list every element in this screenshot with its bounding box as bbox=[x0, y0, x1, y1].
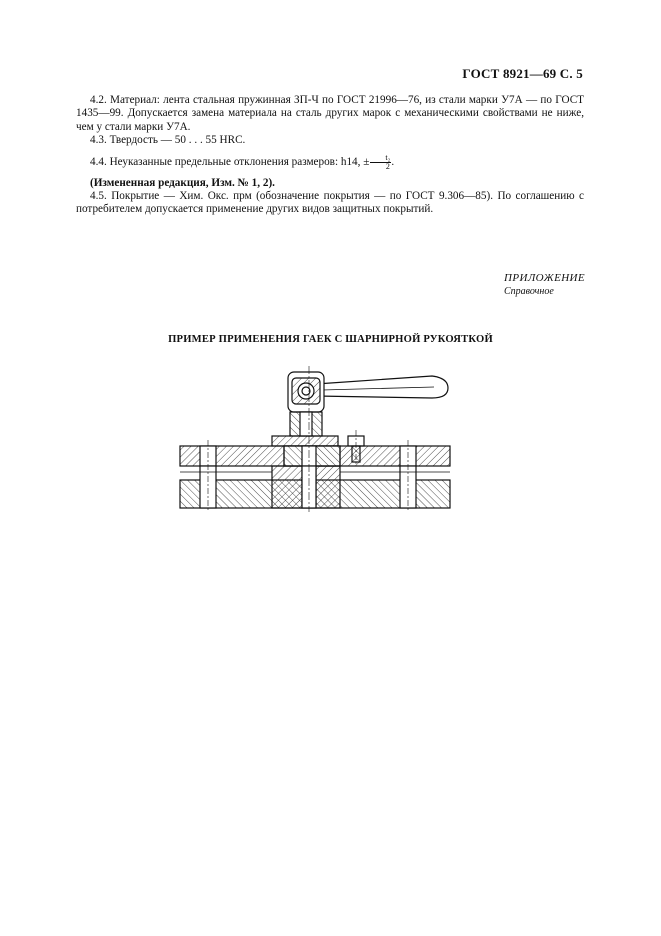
page-header: ГОСТ 8921—69 С. 5 bbox=[462, 66, 583, 81]
body-text bbox=[76, 94, 584, 217]
paragraph-4-5: 4.5. Покрытие — Хим. Окс. прм (обозначение покрытия — по ГОСТ 9.306—85). По соглашению с потребителем допускается применение других видов защитных покрытий. bbox=[76, 190, 584, 216]
tolerance-fraction bbox=[370, 154, 391, 171]
appendix-label bbox=[504, 272, 585, 298]
fraction-numerator: t₂ bbox=[370, 154, 391, 163]
fraction-denominator: 2 bbox=[385, 161, 390, 171]
paragraph-4-4-text: 4.4. Неуказанные предельные отклонения размеров: h14, ± bbox=[90, 155, 370, 168]
appendix-title: ПРИЛОЖЕНИЕ bbox=[504, 272, 585, 284]
paragraph-4-4-end: . bbox=[391, 155, 395, 168]
collar bbox=[272, 436, 338, 446]
paragraph-4-2: 4.2. Материал: лента стальная пружинная ЗП-Ч по ГОСТ 21996—76, из стали марки У7А — по ГОСТ 1435—99. Допускается замена материала на сталь других марок с механическими свойствами не ниже, чем у стали марки У7А. bbox=[76, 94, 584, 133]
appendix-subtitle: Справочное bbox=[504, 286, 554, 297]
paragraph-4-4 bbox=[76, 154, 584, 171]
assembly-drawing bbox=[172, 366, 458, 512]
figure-title: ПРИМЕР ПРИМЕНЕНИЯ ГАЕК С ШАРНИРНОЙ РУКОЯТКОЙ bbox=[168, 334, 493, 345]
paragraph-4-3: 4.3. Твердость — 50 . . . 55 HRC. bbox=[90, 134, 246, 147]
amendment-note: (Измененная редакция, Изм. № 1, 2). bbox=[90, 176, 275, 189]
